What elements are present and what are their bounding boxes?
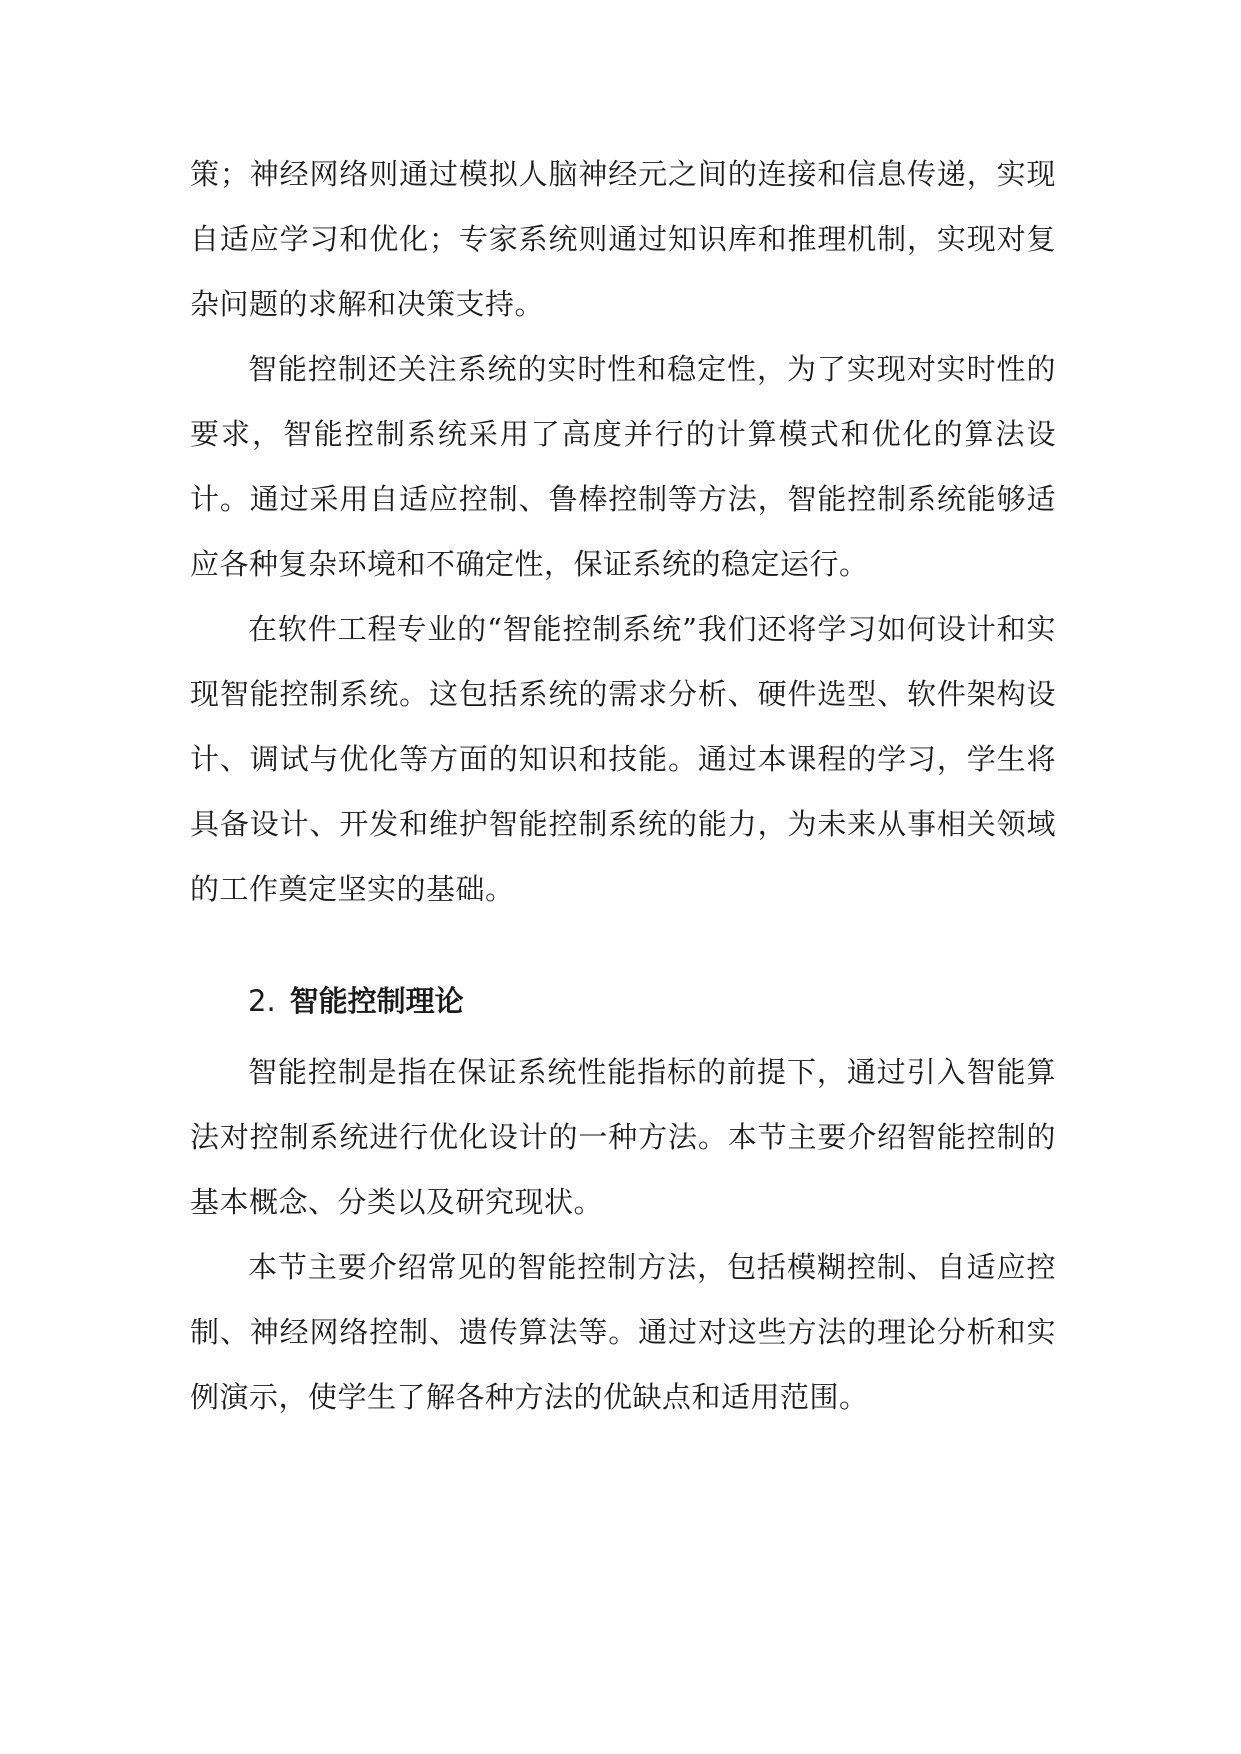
paragraph-definition: 智能控制是指在保证系统性能指标的前提下，通过引入智能算法对控制系统进行优化设计的一种方法。本节主要介绍智能控制的基本概念、分类以及研究现状。 <box>190 1055 1056 1219</box>
paragraph-course-design: 在软件工程专业的“智能控制系统”我们还将学习如何设计和实现智能控制系统。这包括系统的需求分析、硬件选型、软件架构设计、调试与优化等方面的知识和技能。通过本课程的学习，学生将具备设计、开发和维护智能控制系统的能力，为未来从事相关领域的工作奠定坚实的基础。 <box>190 612 1056 906</box>
document-page <box>190 142 1056 1430</box>
section-heading <box>190 968 1056 1034</box>
section-title: 智能控制理论 <box>289 984 464 1018</box>
paragraph-realtime-stability: 智能控制还关注系统的实时性和稳定性，为了实现对实时性的要求，智能控制系统采用了高度并行的计算模式和优化的算法设计。通过采用自适应控制、鲁棒控制等方法，智能控制系统能够适应各种复杂环境和不确定性，保证系统的稳定运行。 <box>190 352 1056 581</box>
section-number: 2. <box>248 984 276 1018</box>
paragraph-continuation: 策；神经网络则通过模拟人脑神经元之间的连接和信息传递，实现自适应学习和优化；专家系统则通过知识库和推理机制，实现对复杂问题的求解和决策支持。 <box>190 157 1056 321</box>
paragraph-methods: 本节主要介绍常见的智能控制方法，包括模糊控制、自适应控制、神经网络控制、遗传算法等。通过对这些方法的理论分析和实例演示，使学生了解各种方法的优缺点和适用范围。 <box>190 1250 1056 1414</box>
